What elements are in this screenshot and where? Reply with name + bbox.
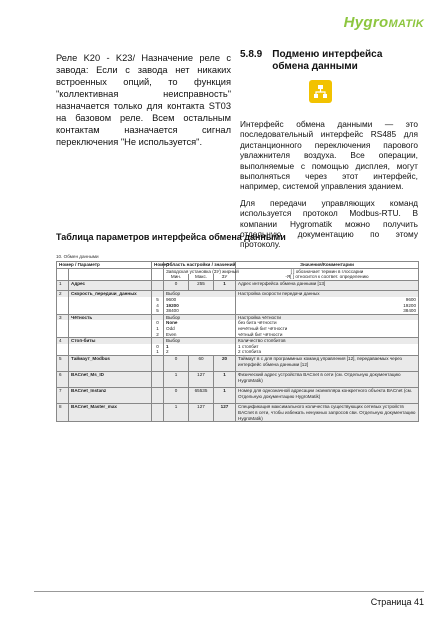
brand-logo: HygroMATIK <box>343 14 424 31</box>
col-header-range: Область настройки / значений <box>164 262 236 269</box>
table-title: Таблица параметров интерфейса обмена данными <box>56 232 286 242</box>
col-header-param: Номер / Параметр <box>57 262 152 269</box>
section-number: 5.8.9 <box>240 49 263 60</box>
table-caption: 10. Обмен данными <box>56 254 99 259</box>
table-row: 2 Скорость_передачи_данных Выбор Настройка скорости передачи данных <box>57 291 419 297</box>
table-row: 6 BACnet_Ms_ID 1 127 1 Физический адрес устройства BACnet в сети (см. Отдельную документацию HygroMatik) <box>57 372 419 384</box>
page-number: Страница 41 <box>370 597 424 607</box>
footer-divider <box>34 591 424 592</box>
table-row: 3 Чётность Выбор Настройка чётности <box>57 314 419 320</box>
section-heading <box>240 49 420 73</box>
table-row: 8 BACnet_Master_max 1 127 127 Спецификация максимального количества существующих сетевых устройств BACnet в сети, чтобы избежать ненужных запросов сви. Отдельную документацию HygroMatik) <box>57 404 419 422</box>
table-row: 4 Стоп-биты Выбор Количество стопбитов <box>57 338 419 344</box>
table-row: 1 Адрес 0 255 1 Адрес интерфейса обмена данными [13] <box>57 280 419 286</box>
parameter-table: 10. Обмен данными Номер / Параметр Номер Область настройки / значений Значения/Комментарии Заводская установка (ЗУ) жирный [ ] обозначает термин в глоссарии Мин. Макс. ЗУ -Я[ ] относится к соответ. определению 1 Адрес 0 255 1 Адрес интерфейса обмена данными [13] 2 Скорость_передачи_данных Выбор Настройка скорости передачи данных 5 9600 9600 4 19200 19200 5 38400 38400 3 Чётность Выбор Настройка чётности 0 None без бита чётности 1 Odd нечётный бит чётности 2 Even чётный бит чётности 4 Стоп-биты Выбор Количество стопбитов 0 1 1 стопбит 1 2 2 стопбита 5 Таймаут_Modbus 0 60 20 Таймаут в с для программных команд управления [12], передаваемых через интерфейс обмена данными [12] 6 BACnet_Ms_ID 1 127 1 Физический адрес устройства BACnet в сети (см. Отдельную документацию HygroMatik) 7 BACnet_Instanz 0 65535 1 Номер для однозначной адресации экземпляра конкретного объекта BACnet (см. Отдельную документацию HygroMatik) 8 BACnet_Master_max 1 127 127 Спецификация максимального количества существующих сетевых устройств BACnet в сети, чтобы избежать ненужных запросов сви. Отдельную документацию HygroMatik) <box>56 254 418 422</box>
col-header-values: Значения/Комментарии <box>236 262 419 269</box>
table-row: 5 Таймаут_Modbus 0 60 20 Таймаут в с для программных команд управления [12], передаваемых через интерфейс обмена данными [12] <box>57 355 419 367</box>
paragraph: Интерфейс обмена данными — это последовательный интерфейс RS485 для дистанционного переключения парового увлажнителя воздуха. Все операции, выполняемые с помощью дисплея, могут выполняться через этот интерфейс, например, системой управления зданием. <box>240 119 418 192</box>
left-paragraph: Реле K20 - K23/ Назначение реле с завода: Если с завода нет никаких встроенных опций, то функция "коллективная неисправность" назначается только для контакта ST03 на базовом реле. Всем остальным контактам назначается сигнал переключения "Не используется". <box>56 53 231 147</box>
table-row: 7 BACnet_Instanz 0 65535 1 Номер для однозначной адресации экземпляра конкретного объекта BACnet (см. Отдельную документацию HygroMatik) <box>57 388 419 400</box>
section-title: Подменю интерфейса обмена данными <box>272 49 383 72</box>
col-header-sub: Номер <box>152 262 164 269</box>
paragraph: Для передачи управляющих команд используется протокол Modbus-RTU. В компании Hygromatik можно получить отдельную документацию по этому протоколу. <box>240 197 418 250</box>
hub-icon <box>309 80 332 103</box>
